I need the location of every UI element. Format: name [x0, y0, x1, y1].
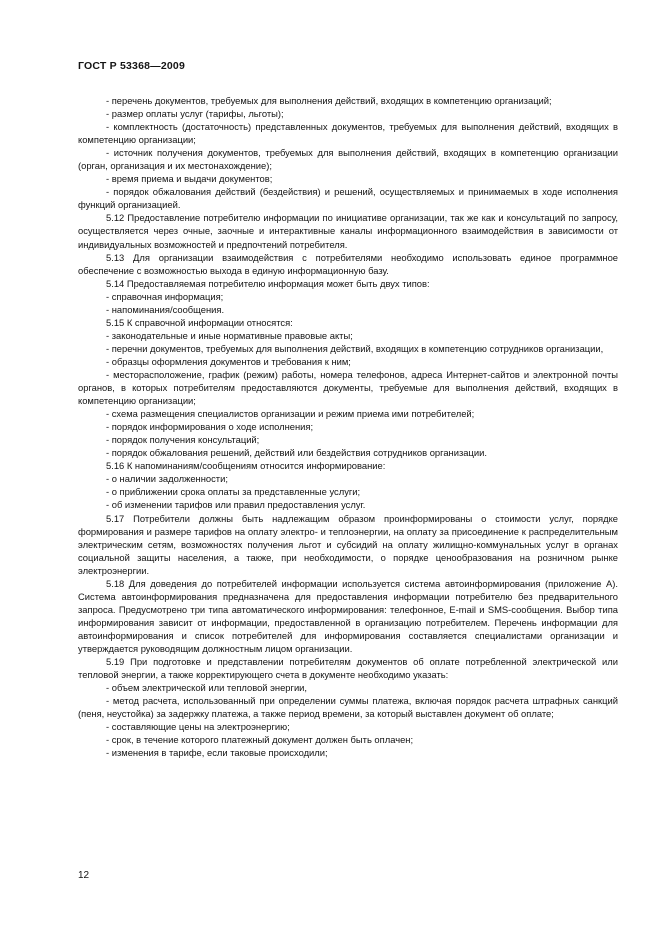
paragraph: - о наличии задолженности;: [106, 473, 228, 485]
page-number: 12: [78, 870, 90, 881]
paragraph: - изменения в тарифе, если таковые происходили;: [106, 747, 328, 759]
paragraph: 5.15 К справочной информации относятся:: [106, 316, 293, 328]
paragraph: - перечни документов, требуемых для выполнения действий, входящих в компетенцию сотрудников организации,: [106, 342, 604, 354]
paragraph: - срок, в течение которого платежный документ должен быть оплачен;: [106, 734, 414, 746]
paragraph: - схема размещения специалистов организации и режим приема ими потребителей;: [106, 408, 475, 420]
paragraph: - справочная информация;: [106, 290, 224, 302]
paragraph: - размер оплаты услуг (тарифы, льготы);: [106, 108, 284, 120]
paragraph: - источник получения документов, требуемых для выполнения действий, входящих в компетенцию организации (орган, организация и их местонахождение);: [78, 147, 618, 172]
document-header: ГОСТ Р 53368—2009: [78, 60, 186, 72]
paragraph: 5.19 При подготовке и представлении потребителям документов об оплате потребленной электрической или тепловой энергии, а также корректирующего счета в документе необходимо указать:: [78, 656, 618, 681]
paragraph: 5.17 Потребители должны быть надлежащим образом проинформированы о стоимости услуг, порядке формирования и размере тарифов на оплату электро- и теплоэнергии, на оплату за присоединение к распределительным электрическим сетям, возможностях получения льгот и субсидий на оплату жилищно-коммунальных услуг в органах социальной защиты населения, а также, при необходимости, о порядке ценообразования на розничном рынке электроэнергии.: [78, 512, 618, 576]
paragraph: 5.13 Для организации взаимодействия с потребителями необходимо использовать единое программное обеспечение с возможностью выхода в единую информационную базу.: [78, 251, 618, 276]
paragraph: - комплектность (достаточность) представленных документов, требуемых для выполнения действий, входящих в компетенцию организации;: [78, 121, 618, 146]
paragraph: - напоминания/сообщения.: [106, 303, 225, 315]
paragraph: 5.14 Предоставляемая потребителю информация может быть двух типов:: [106, 277, 430, 289]
paragraph: - время приема и выдачи документов;: [106, 173, 273, 185]
paragraph: - порядок обжалования действий (бездействия) и решений, осуществляемых и принимаемых в ходе исполнения функций организацией.: [78, 186, 618, 211]
paragraph: - объем электрической или тепловой энергии,: [106, 682, 308, 694]
paragraph: - месторасположение, график (режим) работы, номера телефонов, адреса Интернет-сайтов и электронной почты органов, в которых потребителям предоставляются документы, требуемые для выполнения действий, входящих в компетенцию организации;: [78, 368, 618, 407]
paragraph: - законодательные и иные нормативные правовые акты;: [106, 329, 353, 341]
paragraph: - об изменении тарифов или правил предоставления услуг.: [106, 499, 366, 511]
paragraph: - составляющие цены на электроэнергию;: [106, 721, 290, 733]
paragraph: 5.12 Предоставление потребителю информации по инициативе организации, так же как и консультаций по запросу, осуществляется через очные, заочные и интерактивные каналы информационного взаимодействия в зависимости от индивидуальных возможностей и предпочтений потребителя.: [78, 212, 618, 250]
paragraph: - метод расчета, использованный при определении суммы платежа, включая порядок расчета штрафных санкций (пеня, неустойка) за задержку платежа, а также период времени, за который выставлен документ об оплате;: [78, 695, 618, 720]
paragraph: - о приближении срока оплаты за представленные услуги;: [106, 486, 361, 498]
paragraph: - образцы оформления документов и требования к ним;: [106, 355, 351, 367]
paragraph: - порядок обжалования решений, действий или бездействия сотрудников организации.: [106, 447, 487, 459]
paragraph: 5.16 К напоминаниям/сообщениям относится информирование:: [106, 460, 386, 472]
paragraph: - порядок информирования о ходе исполнения;: [106, 421, 314, 433]
paragraph: - перечень документов, требуемых для выполнения действий, входящих в компетенцию организаций;: [106, 95, 552, 106]
document-body: [78, 94, 618, 759]
paragraph: 5.18 Для доведения до потребителей информации используется система автоинформирования (приложение А). Система автоинформирования предназначена для предоставления информации потребителю без предварительного запроса. Предусмотрено три типа автоматического информирования: телефонное, E-mail и SMS-сообщения. Выбор типа информирования зависит от информации, предоставленной в организацию потребителем. Перечень информации для автоинформирования и список потребителей для информирования составляется специалистами организации и утверждается руководящим должностным лицом организации.: [78, 577, 618, 654]
paragraph: - порядок получения консультаций;: [106, 434, 260, 446]
